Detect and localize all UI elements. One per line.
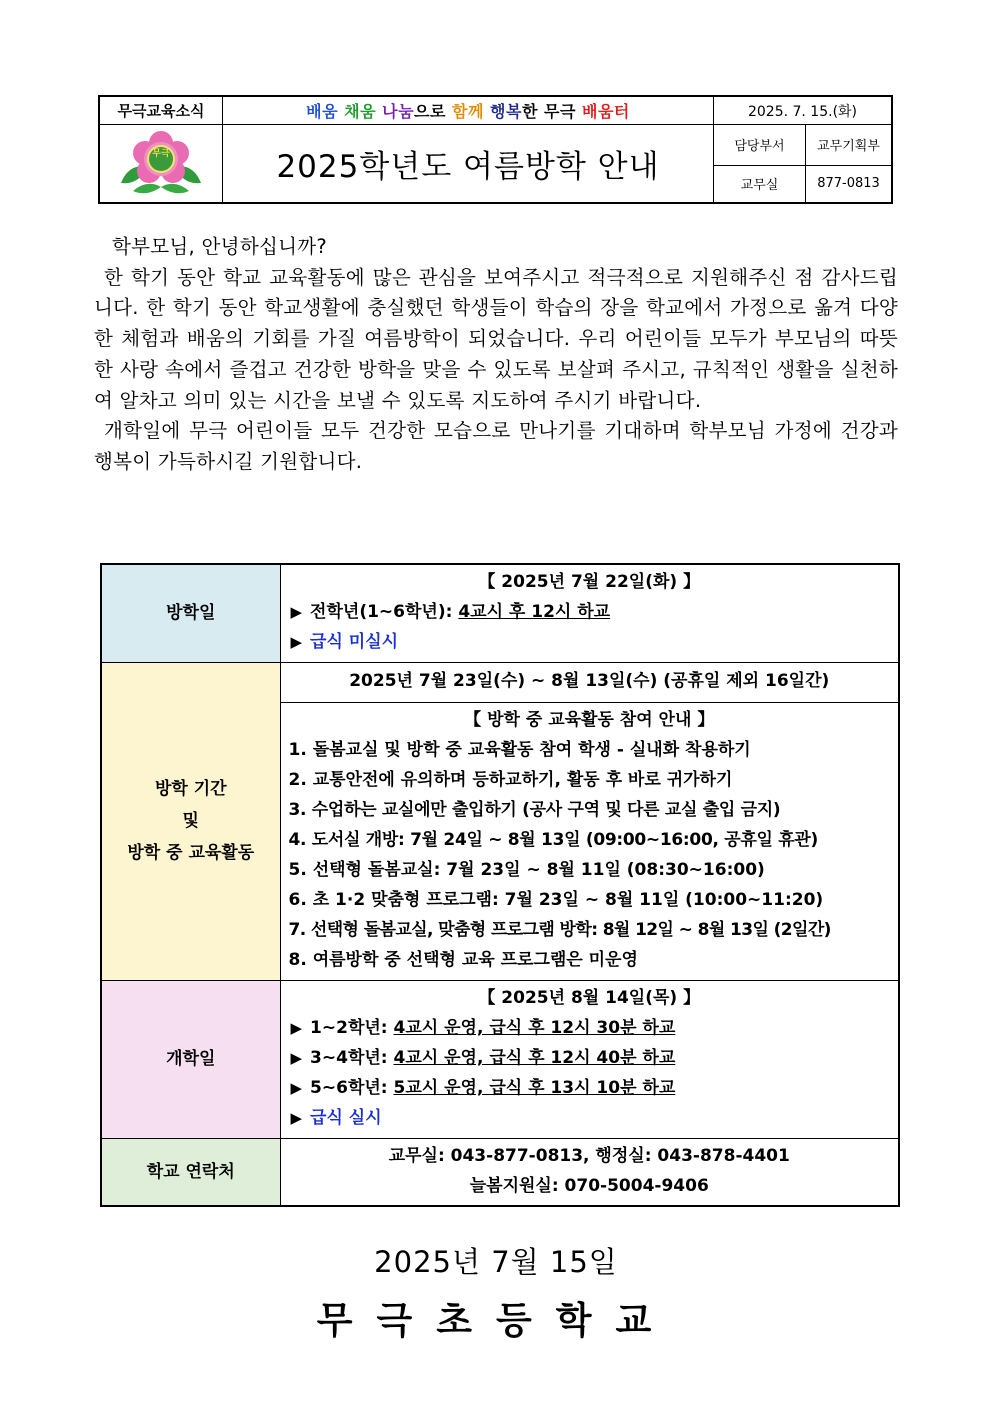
- triangle-bullet-icon: ▶: [290, 603, 303, 622]
- slogan-word-5: 함께: [452, 102, 484, 122]
- office-label: 교무실: [714, 165, 806, 203]
- contact-line-1: 교무실: 043-877-0813, 행정실: 043-878-4401: [388, 1145, 790, 1166]
- contact-label: 학교 연락처: [101, 1138, 280, 1206]
- closing-line-2: [289, 627, 891, 657]
- closing-dismissal-time: 4교시 후 12시 하교: [458, 602, 611, 623]
- footer-date: 2025년 7월 15일: [374, 1245, 618, 1279]
- grade-schedule: 4교시 운영, 급식 후 12시 40분 하교: [393, 1048, 676, 1068]
- greeting-paragraph: 한 학기 동안 학교 교육활동에 많은 관심을 보여주시고 적극적으로 지원해주신 점 감사드립니다. 한 학기 동안 학교생활에 충실했던 학생들이 학습의 장을 학교에서 가정으로 옮겨 다양한 체험과 배움의 기회를 가질 여름방학이 되었습니다. 우리 어린이들 모두가 부모님의 따뜻한 사랑 속에서 즐겁고 건강한 방학을 맞을 수 있도록 보살펴 주시고, 규칙적인 생활을 실천하여 알차고 의미 있는 시간을 보낼 수 있도록 지도하여 주시기 바랍니다.: [94, 265, 898, 412]
- period-label-line-3: 방학 중 교육활동: [127, 843, 255, 863]
- vacation-info-table: [100, 563, 900, 1207]
- triangle-bullet-icon: ▶: [290, 1019, 303, 1037]
- contact-line-2: 늘봄지원실: 070-5004-9406: [469, 1175, 709, 1196]
- activity-item: 4. 도서실 개방: 7월 24일 ~ 8월 13일 (09:00~16:00, 공휴일 휴관): [288, 830, 818, 850]
- triangle-bullet-icon: ▶: [290, 1109, 303, 1127]
- grade-schedule: 5교시 운영, 급식 후 13시 10분 하교: [393, 1078, 676, 1098]
- row-period: [101, 662, 899, 702]
- greeting-line: 학부모님, 안녕하십니까?: [112, 235, 328, 258]
- closing-paragraph: 개학일에 무극 어린이들 모두 건강한 모습으로 만나기를 기대하며 학부모님 가정에 건강과 행복이 가득하시길 기원합니다.: [94, 419, 898, 473]
- activity-item: 6. 초 1·2 맞춤형 프로그램: 7월 23일 ~ 8월 11일 (10:00~11:20): [288, 890, 824, 910]
- newsletter-label: 무극교육소식: [99, 96, 223, 125]
- opening-row: [289, 1013, 891, 1043]
- slogan-word-2: 채움: [344, 102, 377, 122]
- period-label-line-1: 방학 기간: [154, 779, 227, 799]
- school-emblem-icon: [111, 127, 211, 197]
- closing-grade-label: 전학년(1~6학년):: [310, 602, 459, 623]
- grade-label: 3~4학년:: [310, 1048, 394, 1068]
- slogan-word-3: 나눔: [382, 102, 415, 122]
- school-logo-cell: [99, 125, 223, 203]
- row-closing-day: [101, 564, 899, 662]
- opening-row: [289, 1043, 891, 1073]
- slogan-word-4: 으로: [414, 102, 446, 122]
- period-label: [101, 662, 280, 980]
- slogan-word-8: 배움터: [582, 102, 630, 122]
- footer-school-name: 무극초등학교: [316, 1299, 676, 1342]
- newsletter-header: [98, 95, 893, 204]
- activity-item: 1. 돌봄교실 및 방학 중 교육활동 참여 학생 - 실내화 착용하기: [288, 740, 751, 760]
- slogan: [223, 96, 714, 125]
- office-phone: 877-0813: [806, 165, 893, 203]
- issue-date: 2025. 7. 15.(화): [714, 96, 893, 125]
- closing-day-label: 방학일: [101, 564, 280, 662]
- activity-item: 7. 선택형 돌봄교실, 맞춤형 프로그램 방학: 8월 12일 ~ 8월 13일 (2일간): [288, 920, 831, 940]
- slogan-word-6: 행복: [490, 102, 522, 122]
- page-title: 2025학년도 여름방학 안내: [223, 125, 714, 203]
- row-contact: [101, 1138, 899, 1206]
- slogan-word-7: 한 무극: [521, 102, 576, 122]
- closing-day-details: [280, 564, 899, 662]
- closing-meal-note: 급식 미실시: [310, 632, 399, 653]
- opening-row: [289, 1073, 891, 1103]
- opening-day-label: 개학일: [101, 980, 280, 1138]
- triangle-bullet-icon: ▶: [290, 1079, 303, 1097]
- grade-schedule: 4교시 운영, 급식 후 12시 30분 하교: [393, 1018, 676, 1038]
- opening-date: 【 2025년 8월 14일(목) 】: [478, 988, 701, 1008]
- closing-line-1: [289, 597, 891, 627]
- opening-meal-note: 급식 실시: [310, 1108, 382, 1128]
- row-opening-day: [101, 980, 899, 1138]
- dept-value: 교무기획부: [806, 125, 893, 166]
- activities-title: 【 방학 중 교육활동 참여 안내 】: [464, 710, 715, 730]
- activity-item: 2. 교통안전에 유의하며 등하교하기, 활동 후 바로 귀가하기: [288, 770, 733, 790]
- greeting-text: [94, 232, 898, 478]
- activities-details: [280, 702, 899, 980]
- triangle-bullet-icon: ▶: [290, 1049, 303, 1067]
- period-label-line-2: 및: [182, 811, 199, 831]
- grade-label: 5~6학년:: [310, 1078, 394, 1098]
- contact-details: [280, 1138, 899, 1206]
- logo-lettering: 무극: [152, 148, 170, 159]
- slogan-word-1: 배움: [306, 102, 339, 122]
- opening-day-details: [280, 980, 899, 1138]
- activity-item: 3. 수업하는 교실에만 출입하기 (공사 구역 및 다른 교실 출입 금지): [288, 800, 781, 820]
- dept-label: 담당부서: [714, 125, 806, 166]
- activity-item: 5. 선택형 돌봄교실: 7월 23일 ~ 8월 11일 (08:30~16:00): [288, 860, 765, 880]
- grade-label: 1~2학년:: [310, 1018, 394, 1038]
- triangle-bullet-icon: ▶: [290, 633, 303, 652]
- opening-meal-row: [289, 1103, 891, 1133]
- period-range: 2025년 7월 23일(수) ~ 8월 13일(수) (공휴일 제외 16일간): [280, 662, 899, 702]
- activity-item: 8. 여름방학 중 선택형 교육 프로그램은 미운영: [288, 950, 638, 970]
- closing-date: 【 2025년 7월 22일(화) 】: [478, 572, 701, 593]
